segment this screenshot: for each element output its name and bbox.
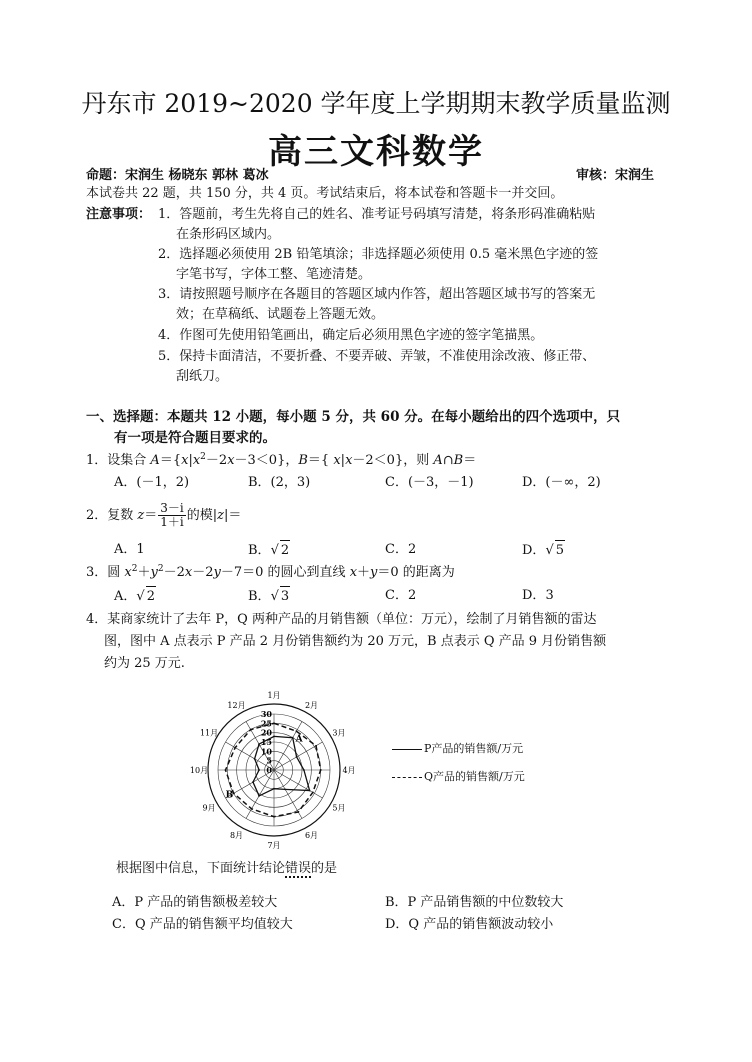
radar-category-label: 1月 — [267, 691, 281, 700]
notice-item-5-cont: 刮纸刀。 — [176, 369, 229, 384]
q4-option-d: D．Q 产品的销售额波动较小 — [385, 917, 554, 932]
q1-option-d: D．(－∞，2) — [522, 475, 601, 490]
notice-item-2-cont: 字笔书写，字体工整、笔迹清楚。 — [176, 267, 372, 282]
radar-category-label: 9月 — [202, 803, 216, 813]
radar-tick-label: 5 — [266, 755, 272, 766]
q3-option-b: B．√ 3 — [248, 586, 290, 606]
series-point — [234, 747, 236, 749]
series-point — [296, 730, 298, 732]
exam-intro: 本试卷共 22 题，共 150 分，共 4 页。考试结束后，将本试卷和答题卡一并交回。 — [86, 186, 564, 201]
radar-point-label: A — [295, 734, 303, 745]
series-point — [312, 792, 314, 794]
q3-option-d: D．3 — [522, 588, 554, 603]
series-point — [250, 729, 252, 731]
radar-tick-label: 0 — [266, 765, 272, 775]
radar-category-label: 2月 — [304, 701, 319, 711]
series-point — [258, 769, 260, 771]
radar-category-label: 6月 — [304, 830, 319, 840]
series-point — [309, 790, 311, 792]
notice-item-3: 3．请按照题号顺序在各题目的答题区域内作答，超出答题区域书写的答案无 — [158, 287, 596, 302]
series-point — [258, 795, 260, 797]
reviewer-line: 审核：宋润生 — [576, 168, 655, 183]
section-heading: 一、选择题：本题共 12 小题，每小题 5 分，共 60 分。在每小题给出的四个选项中，只 — [86, 409, 621, 425]
question-4-prompt: 根据图中信息，下面统计结论错误的是 — [116, 861, 338, 876]
q4-option-c: C．Q 产品的销售额平均值较大 — [112, 917, 293, 932]
radar-spoke — [274, 722, 302, 770]
series-point — [273, 788, 275, 790]
q1-option-b: B．(2，3) — [248, 475, 311, 490]
series-point — [303, 769, 305, 771]
radar-category-label: 12月 — [227, 701, 246, 711]
radar-spoke — [274, 770, 302, 818]
radar-tick-label: 10 — [260, 746, 272, 757]
notice-item-2: 2．选择题必须使用 2B 铅笔填涂；非选择题必须使用 0.5 毫米黑色字迹的签 — [158, 247, 599, 262]
radar-tick-label: 15 — [260, 737, 272, 747]
question-1-stem: 1．设集合 $A=\{x|x^2-2x-3<0\}$，B＝{ x|x－2＜0}，则 A∩B＝ — [86, 452, 477, 468]
series-point — [225, 769, 227, 771]
q4-option-a: A．P 产品的销售额极差较大 — [112, 895, 278, 910]
question-2-stem: 2．复数 z＝ $\frac{3-i}{1+i}$ 的模|z|＝ — [86, 501, 242, 529]
question-4-stem-cont2: 约为 25 万元. — [104, 656, 185, 671]
notice-item-1-cont: 在条形码区域内。 — [176, 227, 281, 242]
series-point — [251, 808, 253, 810]
radar-tick-label: 25 — [260, 718, 272, 729]
series-point — [292, 737, 294, 739]
series-point — [273, 722, 275, 724]
notice-label: 注意事项： — [86, 207, 152, 222]
radar-spoke — [274, 742, 322, 770]
q4-option-b: B．P 产品销售额的中位数较大 — [385, 895, 564, 910]
legend-q-label: Q产品的销售额/万元 — [424, 770, 525, 783]
q2-option-a: A．1 — [114, 542, 145, 557]
series-point — [296, 756, 298, 758]
series-point — [258, 743, 260, 745]
series-point — [273, 736, 275, 738]
series-point — [315, 745, 317, 747]
radar-chart — [189, 688, 356, 850]
series-point — [320, 769, 322, 771]
radar-spoke — [274, 770, 322, 798]
question-4-stem: 4．某商家统计了去年 P，Q 两种产品的月销售额（单位：万元），绘制了月销售额的雷达 — [86, 612, 597, 627]
series-point — [297, 811, 299, 813]
legend-solid-line — [392, 749, 422, 750]
radar-category-label: 4月 — [342, 766, 356, 775]
notice-item-1: 1．答题前，考生先将自己的姓名、准考证号码填写清楚，将条形码准确粘贴 — [158, 207, 596, 222]
radar-category-label: 7月 — [267, 841, 281, 850]
question-3-stem: 3．圆 $x^2+y^2-2x-2y-7=0$ 的圆心到直线 x＋y＝0 的距离为 — [86, 564, 455, 580]
series-point — [252, 781, 254, 783]
radar-category-label: 11月 — [199, 728, 219, 738]
exam-subject-title: 高三文科数学 — [268, 132, 484, 172]
question-4-stem-cont1: 图，图中 A 点表示 P 产品 2 月份销售额约为 20 万元，B 点表示 Q 产品 9 月份销售额 — [104, 634, 607, 649]
q1-option-c: C．(－3，－1) — [385, 475, 474, 490]
exam-title: 丹东市 2019~2020 学年度上学期期末教学质量监测 — [81, 89, 671, 118]
series-point — [284, 788, 286, 790]
series-point — [254, 758, 256, 760]
notice-item-3-cont: 效；在草稿纸、试题卷上答题无效。 — [176, 307, 385, 322]
radar-tick-label: 20 — [260, 727, 272, 738]
q1-option-a: A．(－1，2) — [114, 475, 190, 490]
radar-category-label: 8月 — [229, 830, 244, 840]
notice-item-5: 5．保持卡面清洁，不要折叠、不要弄破、弄皱，不准使用涂改液、修正带、 — [158, 349, 596, 364]
q2-option-c: C．2 — [385, 542, 417, 557]
radar-category-label: 10月 — [189, 766, 209, 775]
q2-option-b: B．√ 2 — [248, 540, 290, 560]
radar-point-label: B — [225, 790, 234, 801]
notice-item-4: 4．作图可先使用铅笔画出，确定后必须用黑色字迹的签字笔描黑。 — [158, 328, 544, 343]
section-heading-cont: 有一项是符合题目要求的。 — [114, 430, 276, 446]
legend-dashed-line — [392, 777, 422, 778]
radar-tick-label: 30 — [260, 709, 272, 719]
radar-category-label: 3月 — [332, 728, 346, 738]
series-point — [273, 816, 275, 818]
radar-category-label: 5月 — [332, 803, 346, 813]
fraction: $\frac{3-i}{1+i}$ — [160, 501, 184, 529]
authors-line: 命题：宋润生 杨晓东 郭林 葛冰 — [86, 168, 269, 183]
q3-option-c: C．2 — [385, 588, 417, 603]
legend-p-label: P产品的销售额/万元 — [424, 742, 524, 755]
q3-option-a: A．√ 2 — [114, 586, 156, 606]
q2-option-d: D．√ 5 — [522, 540, 565, 560]
